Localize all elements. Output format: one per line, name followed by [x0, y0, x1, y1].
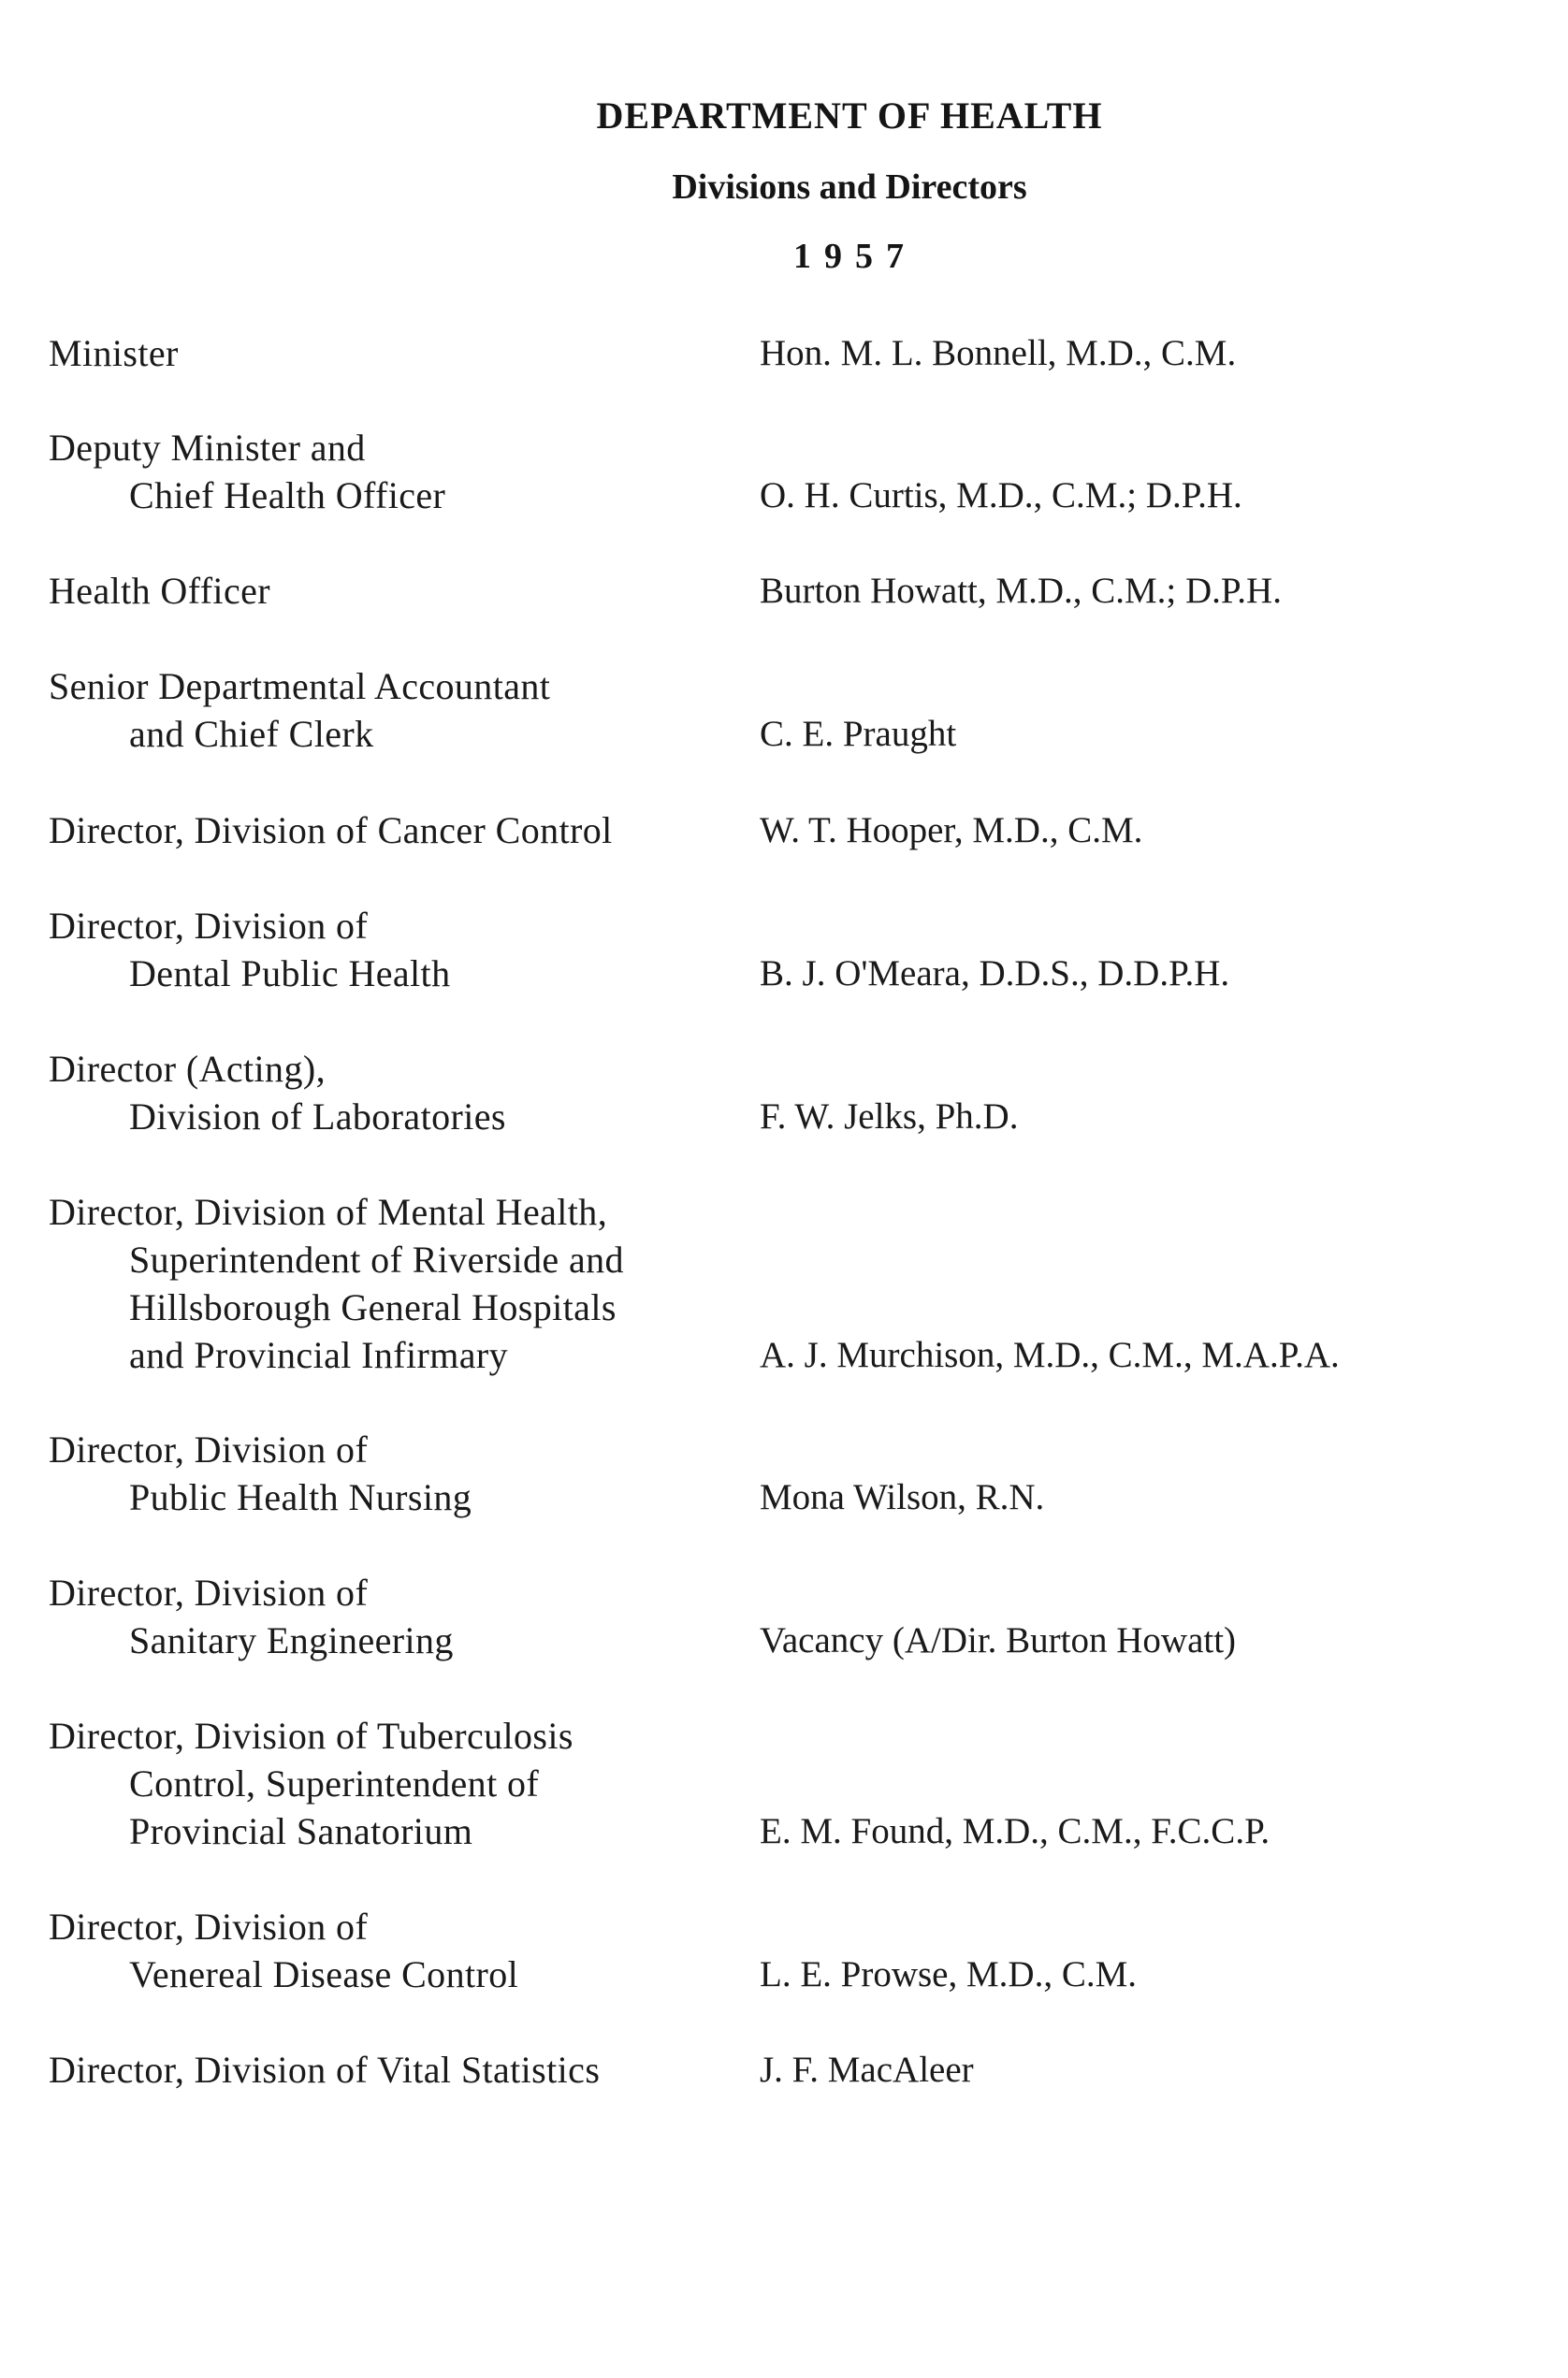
page-title: DEPARTMENT OF HEALTH: [596, 94, 1103, 137]
position-title-line: Chief Health Officer: [129, 474, 446, 516]
officer-name: B. J. O'Meara, D.D.S., D.D.P.H.: [760, 953, 1230, 993]
position-title-line: Control, Superintendent of: [129, 1762, 540, 1805]
page-subtitle: Divisions and Directors: [672, 167, 1027, 207]
officer-name: O. H. Curtis, M.D., C.M.; D.P.H.: [760, 475, 1242, 515]
position-title-line: Health Officer: [49, 570, 270, 612]
position-title: [49, 329, 760, 377]
position-title: [49, 567, 760, 615]
position-title-line: Director, Division of: [49, 905, 369, 947]
position-title: [49, 1045, 760, 1140]
position-title-line: Deputy Minister and: [49, 427, 366, 469]
officer-name: E. M. Found, M.D., C.M., F.C.C.P.: [760, 1811, 1270, 1851]
position-title-line: and Chief Clerk: [129, 713, 374, 755]
position-title: [49, 2046, 760, 2094]
page-year: 1957: [793, 237, 917, 276]
position-title: [49, 1569, 760, 1664]
position-title-line: Director, Division of Tuberculosis: [49, 1715, 573, 1757]
position-title-line: Venereal Disease Control: [129, 1953, 519, 1995]
position-title: [49, 1903, 760, 1998]
position-title: [49, 424, 760, 519]
position-title: [49, 1712, 760, 1855]
position-title-line: Director, Division of Cancer Control: [49, 809, 613, 851]
position-title: [49, 662, 760, 758]
position-title-line: Director, Division of Vital Statistics: [49, 2049, 601, 2091]
position-title-line: Senior Departmental Accountant: [49, 665, 551, 707]
officer-name: J. F. MacAleer: [760, 2050, 974, 2090]
position-title-line: Provincial Sanatorium: [129, 1810, 473, 1852]
position-title-line: Division of Laboratories: [129, 1095, 506, 1138]
position-title-line: and Provincial Infirmary: [129, 1334, 509, 1376]
position-title-line: Public Health Nursing: [129, 1476, 472, 1518]
position-title: [49, 806, 760, 854]
position-title-line: Director, Division of Mental Health,: [49, 1191, 608, 1233]
position-title-line: Director, Division of: [49, 1906, 369, 1948]
position-title-line: Director (Acting),: [49, 1048, 326, 1090]
officer-name: Hon. M. L. Bonnell, M.D., C.M.: [760, 333, 1237, 373]
officer-name: A. J. Murchison, M.D., C.M., M.A.P.A.: [760, 1335, 1340, 1375]
officer-name: Mona Wilson, R.N.: [760, 1477, 1045, 1517]
position-title-line: Dental Public Health: [129, 952, 451, 994]
position-title-line: Hillsborough General Hospitals: [129, 1286, 617, 1328]
position-title-line: Superintendent of Riverside and: [129, 1239, 624, 1281]
position-title-line: Sanitary Engineering: [129, 1619, 454, 1661]
position-title: [49, 1188, 760, 1379]
officer-name: L. E. Prowse, M.D., C.M.: [760, 1954, 1138, 1994]
position-title-line: Director, Division of: [49, 1572, 369, 1614]
position-title: [49, 1426, 760, 1521]
officer-name: Burton Howatt, M.D., C.M.; D.P.H.: [760, 571, 1282, 611]
officer-name: C. E. Praught: [760, 714, 957, 754]
officer-name: W. T. Hooper, M.D., C.M.: [760, 810, 1143, 850]
position-title: [49, 902, 760, 997]
position-title-line: Director, Division of: [49, 1428, 369, 1471]
position-title-line: Minister: [49, 332, 179, 374]
officer-name: Vacancy (A/Dir. Burton Howatt): [760, 1620, 1237, 1660]
officer-name: F. W. Jelks, Ph.D.: [760, 1096, 1019, 1137]
